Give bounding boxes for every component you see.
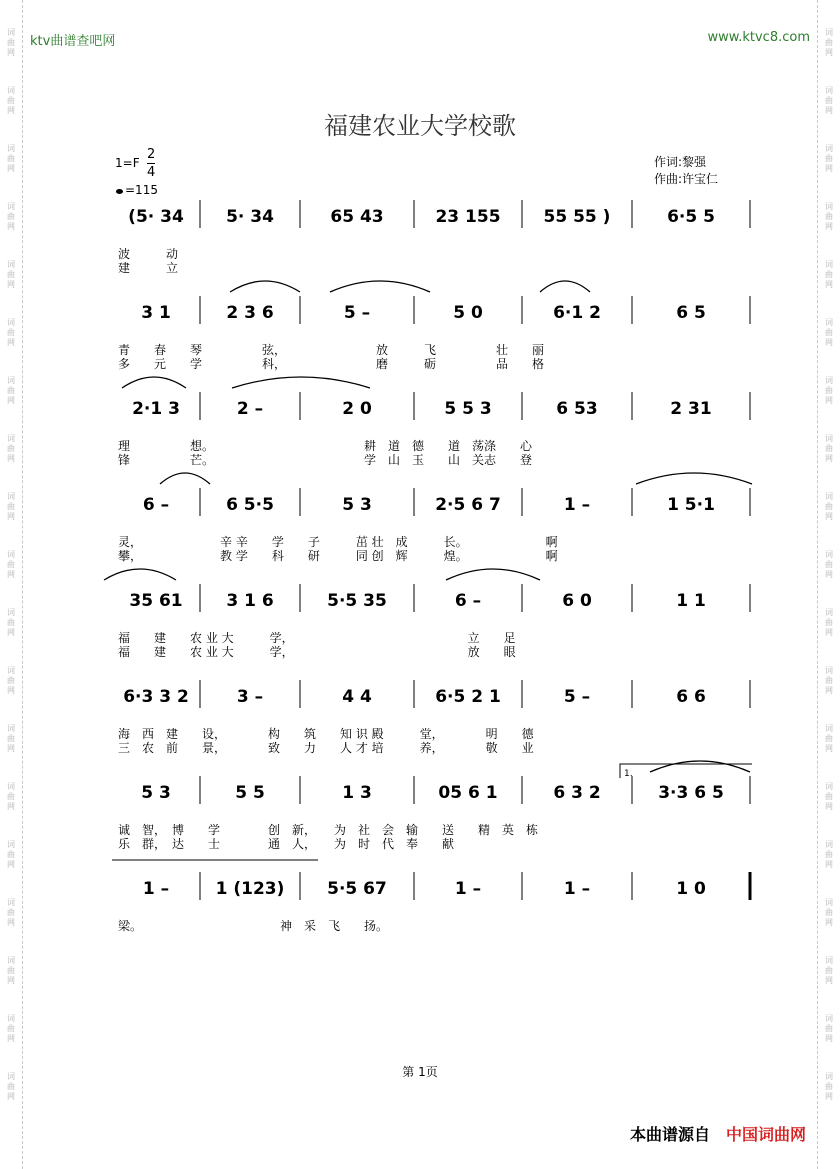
measure-notes: 2 31 — [670, 399, 712, 419]
measure-notes: 6 6 — [676, 687, 706, 707]
watermark-text: 词 曲 网 — [7, 318, 15, 347]
measure-notes: 1 5·1 — [667, 495, 715, 515]
slur — [636, 473, 752, 484]
measure-notes: 5· 34 — [226, 207, 274, 227]
measure-notes: 2·1 3 — [132, 399, 180, 419]
source-site-link[interactable]: 中国词曲网 — [725, 1125, 806, 1144]
measure-notes: 6·5 5 — [667, 207, 715, 227]
measure-notes: 4 4 — [342, 687, 372, 707]
source-label: 本曲谱源自 — [629, 1125, 710, 1144]
lyric-line-2: 建 立 — [118, 261, 179, 275]
watermark-text: 词 曲 网 — [825, 1072, 833, 1101]
lyric-line-2: 攀， 教 学 科 研 同 创 辉 煌。 啊 — [118, 549, 558, 563]
measure-notes: 65 43 — [330, 207, 384, 227]
measure-notes: 6·5 2 1 — [435, 687, 501, 707]
watermark-text: 词 曲 网 — [7, 202, 15, 231]
watermark-text: 词 曲 网 — [7, 260, 15, 289]
measure-notes: 23 155 — [435, 207, 501, 227]
watermark-text: 词 曲 网 — [825, 608, 833, 637]
slur — [230, 281, 300, 292]
site-link-left[interactable]: ktv曲谱查吧网 — [30, 34, 116, 49]
watermark-text: 词 曲 网 — [825, 724, 833, 753]
watermark-text: 词 曲 网 — [825, 434, 833, 463]
measure-notes: 2 3 6 — [226, 303, 274, 323]
measure-notes: 1 – — [454, 879, 482, 899]
watermark-text: 词 曲 网 — [825, 492, 833, 521]
measure-notes: 55 55 ) — [543, 207, 611, 227]
measure-notes: 5 – — [343, 303, 371, 323]
watermark-text: 词 曲 网 — [7, 608, 15, 637]
watermark-text: 词 曲 网 — [825, 898, 833, 927]
slur — [650, 761, 750, 772]
measure-notes: 3·3 6 5 — [658, 783, 724, 803]
lyricist: 作词:黎强 — [654, 155, 707, 169]
measure-notes: 6·3 3 2 — [123, 687, 189, 707]
measure-notes: 5 – — [563, 687, 591, 707]
slur — [160, 473, 210, 484]
lyric-line-1: 波 动 — [118, 247, 179, 261]
watermark-text: 词 曲 网 — [825, 86, 833, 115]
volta-label: 1. — [624, 769, 633, 779]
watermark-text: 词 曲 网 — [7, 376, 15, 405]
watermark-text: 词 曲 网 — [825, 260, 833, 289]
watermark-text: 词 曲 网 — [825, 202, 833, 231]
measure-notes: 3 1 — [141, 303, 171, 323]
slur — [232, 377, 370, 388]
slur — [330, 281, 430, 292]
lyric-line-1: 理 想。 耕 道 德 道 荡涤 心 — [118, 439, 533, 453]
watermark-text: 词 曲 网 — [7, 550, 15, 579]
measure-notes: 1 3 — [342, 783, 372, 803]
watermark-text: 词 曲 网 — [7, 782, 15, 811]
lyric-line-1: 诚 智， 博 学 创 新， 为 社 会 输 送 精 英 栋 — [118, 823, 539, 837]
watermark-text: 词 曲 网 — [825, 318, 833, 347]
page-number: 第 1页 — [402, 1065, 438, 1079]
song-title: 福建农业大学校歌 — [324, 112, 516, 140]
measure-notes: 6 0 — [562, 591, 592, 611]
measure-notes: 6 3 2 — [553, 783, 601, 803]
watermark-text: 词 曲 网 — [825, 550, 833, 579]
watermark-text: 词 曲 网 — [7, 956, 15, 985]
measure-notes: 6 – — [142, 495, 170, 515]
slur — [446, 569, 540, 580]
measure-notes: 3 – — [236, 687, 264, 707]
lyric-line-2: 福 建 农 业 大 学， 放 眼 — [118, 645, 516, 659]
watermark-text: 词 曲 网 — [825, 1014, 833, 1043]
measure-notes: 6 5·5 — [226, 495, 274, 515]
watermark-text: 词 曲 网 — [7, 840, 15, 869]
measure-notes: 2 0 — [342, 399, 372, 419]
watermark-text: 词 曲 网 — [7, 86, 15, 115]
lyric-line-1: 灵， 辛 辛 学 子 茁 壮 成 长。 啊 — [118, 535, 558, 549]
watermark-text: 词 曲 网 — [825, 956, 833, 985]
measure-notes: 5·5 35 — [327, 591, 387, 611]
watermark-text: 词 曲 网 — [7, 1072, 15, 1101]
watermark-text: 词 曲 网 — [825, 782, 833, 811]
time-denominator: 4 — [147, 165, 156, 180]
measure-notes: 05 6 1 — [438, 783, 498, 803]
watermark-text: 词 曲 网 — [7, 28, 15, 57]
composer: 作曲:许宝仁 — [654, 172, 719, 186]
lyric-line-2: 乐 群， 达 士 通 人， 为 时 代 奉 献 — [118, 837, 455, 851]
watermark-text: 词 曲 网 — [825, 840, 833, 869]
measure-notes: 2 – — [236, 399, 264, 419]
watermark-text: 词 曲 网 — [7, 898, 15, 927]
measure-notes: 6 – — [454, 591, 482, 611]
key-signature: 1=F — [115, 156, 140, 170]
slur — [104, 569, 176, 580]
tempo-value: =115 — [125, 183, 158, 197]
watermark-text: 词 曲 网 — [7, 724, 15, 753]
measure-notes: 3 1 6 — [226, 591, 274, 611]
measure-notes: 5 3 — [141, 783, 171, 803]
measure-notes: 1 – — [563, 495, 591, 515]
lyric-line-1: 福 建 农 业 大 学， 立 足 — [118, 631, 516, 645]
watermark-text: 词 曲 网 — [7, 144, 15, 173]
lyric-line-2: 锋 芒。 学 山 玉 山 关志 登 — [118, 453, 533, 467]
measure-notes: 5 3 — [342, 495, 372, 515]
measure-notes: (5· 34 — [128, 207, 184, 227]
watermark-text: 词 曲 网 — [7, 1014, 15, 1043]
watermark-text: 词 曲 网 — [825, 666, 833, 695]
watermark-text: 词 曲 网 — [825, 28, 833, 57]
watermark-text: 词 曲 网 — [825, 144, 833, 173]
measure-notes: 5 5 — [235, 783, 265, 803]
measure-notes: 6 53 — [556, 399, 598, 419]
slur — [122, 377, 186, 388]
watermark-text: 词 曲 网 — [825, 376, 833, 405]
measure-notes: 1 (123) — [215, 879, 285, 899]
measure-notes: 1 1 — [676, 591, 706, 611]
time-numerator: 2 — [147, 147, 156, 162]
lyric-line-1: 海 西 建 设， 构 筑 知 识 殿 堂， 明 德 — [118, 727, 534, 741]
measure-notes: 1 0 — [676, 879, 706, 899]
measure-notes: 5·5 67 — [327, 879, 387, 899]
source-credit — [630, 1122, 806, 1145]
measure-notes: 1 – — [142, 879, 170, 899]
lyric-line-1: 青 春 琴 弦， 放 飞 壮 丽 — [118, 343, 545, 357]
lyric-line-2: 三 农 前 景， 致 力 人 才 培 养， 敬 业 — [118, 741, 534, 755]
measure-notes: 2·5 6 7 — [435, 495, 501, 515]
site-link-right[interactable]: www.ktvc8.com — [707, 30, 810, 45]
lyric-line-2: 多 元 学 科， 磨 砺 品 格 — [118, 357, 545, 371]
watermark-text: 词 曲 网 — [7, 492, 15, 521]
measure-notes: 1 – — [563, 879, 591, 899]
watermark-text: 词 曲 网 — [7, 666, 15, 695]
measure-notes: 6 5 — [676, 303, 706, 323]
measure-notes: 35 61 — [129, 591, 183, 611]
lyric-line-1: 梁。 神 采 飞 扬。 — [118, 919, 389, 933]
slur — [540, 281, 590, 292]
measure-notes: 6·1 2 — [553, 303, 601, 323]
measure-notes: 5 0 — [453, 303, 483, 323]
measure-notes: 5 5 3 — [444, 399, 492, 419]
watermark-text: 词 曲 网 — [7, 434, 15, 463]
